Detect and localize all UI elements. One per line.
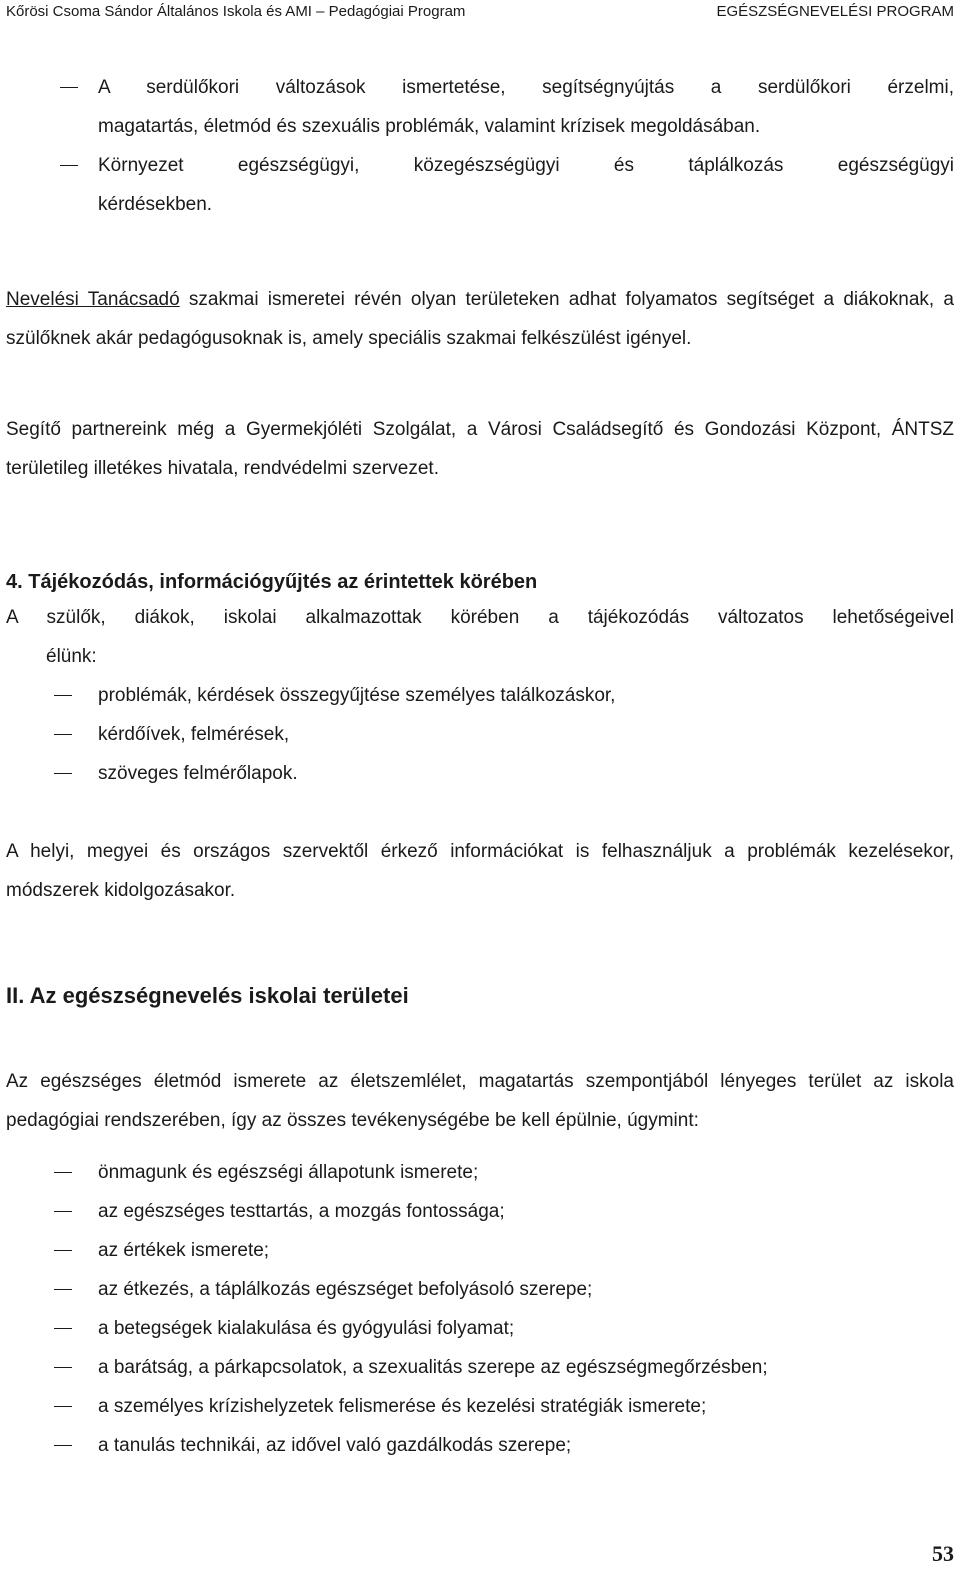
list-item-text: a személyes krízishelyzetek felismerése és kezelési stratégiák ismerete; [98, 1396, 707, 1417]
list-item [6, 1270, 954, 1309]
list-item-line: Környezet egészségügyi, közegészségügyi és táplálkozás egészségügyi [98, 155, 954, 176]
list-item [6, 715, 954, 754]
paragraph-partners: Segítő partnereink még a Gyermekjóléti Szolgálat, a Városi Családsegítő és Gondozási Központ, ÁNTSZ területileg illetékes hivatala, rendvédelmi szervezet. [6, 419, 954, 479]
dash-bullet-icon [54, 1250, 72, 1251]
page-header [6, 0, 954, 26]
dash-bullet-icon [54, 1211, 72, 1212]
header-program-title: EGÉSZSÉGNEVELÉSI PROGRAM [716, 3, 954, 20]
dash-bullet-icon [54, 1328, 72, 1329]
list-item [6, 1348, 954, 1387]
list-item-text: önmagunk és egészségi állapotunk ismerete; [98, 1162, 479, 1183]
list-item-text: az értékek ismerete; [98, 1240, 270, 1261]
section-ii-heading: II. Az egészségnevelés iskolai területei [6, 983, 409, 1008]
dash-bullet-icon [54, 734, 72, 735]
paragraph-text: szakmai ismeretei révén olyan területeken adhat folyamatos segítséget a diákoknak, a szülőknek akár pedagógusoknak is, amely speciális szakmai felkészülést igényel. [6, 289, 954, 349]
list-item-text: a betegségek kialakulása és gyógyulási folyamat; [98, 1318, 515, 1339]
dash-bullet-icon [54, 1289, 72, 1290]
list-item [6, 1426, 954, 1465]
section-ii-list [6, 1153, 954, 1465]
intro-line: élünk: [46, 646, 97, 667]
dash-bullet-icon [54, 773, 72, 774]
list-item [6, 1309, 954, 1348]
list-item-line: magatartás, életmód és szexuális problémák, valamint krízisek megoldásában. [98, 116, 761, 137]
dash-bullet-icon [54, 1172, 72, 1173]
section-ii-intro: Az egészséges életmód ismerete az életszemlélet, magatartás szempontjából lényeges terület az iskola pedagógiai rendszerében, így az összes tevékenységébe be kell épülnie, úgymint: [6, 1071, 954, 1131]
list-item [6, 754, 954, 793]
dash-bullet-icon [60, 87, 78, 88]
dash-bullet-icon [60, 165, 78, 166]
list-item [6, 146, 954, 224]
list-item [6, 1387, 954, 1426]
list-item-line: kérdésekben. [98, 194, 213, 215]
list-item [6, 68, 954, 146]
section-4-paragraph: A helyi, megyei és országos szervektől érkező információkat is felhasználjuk a problémák kezelésekor, módszerek kidolgozásakor. [6, 841, 954, 901]
list-item-text: szöveges felmérőlapok. [98, 763, 298, 784]
top-list [6, 68, 954, 224]
list-item [6, 1192, 954, 1231]
section-4-intro [6, 598, 954, 676]
list-item-text: problémák, kérdések összegyűjtése személyes találkozáskor, [98, 685, 616, 706]
dash-bullet-icon [54, 1445, 72, 1446]
list-item-text: az egészséges testtartás, a mozgás fontossága; [98, 1201, 505, 1222]
list-item-text: kérdőívek, felmérések, [98, 724, 290, 745]
list-item [6, 1231, 954, 1270]
intro-line: A szülők, diákok, iskolai alkalmazottak körében a tájékozódás változatos lehetőségeivel [6, 607, 954, 628]
section-4-list [6, 676, 954, 793]
page-number: 53 [932, 1541, 954, 1566]
header-school-title: Kőrösi Csoma Sándor Általános Iskola és AMI – Pedagógiai Program [6, 3, 466, 20]
list-item [6, 1153, 954, 1192]
section-4-heading: 4. Tájékozódás, információgyűjtés az érintettek körében [6, 571, 538, 593]
dash-bullet-icon [54, 1367, 72, 1368]
list-item-text: a tanulás technikái, az idővel való gazdálkodás szerepe; [98, 1435, 572, 1456]
list-item-text: a barátság, a párkapcsolatok, a szexualitás szerepe az egészségmegőrzésben; [98, 1357, 768, 1378]
paragraph-nevelesi-tanacsado [6, 280, 954, 358]
dash-bullet-icon [54, 1406, 72, 1407]
list-item-text: az étkezés, a táplálkozás egészséget befolyásoló szerepe; [98, 1279, 593, 1300]
list-item [6, 676, 954, 715]
underlined-term: Nevelési Tanácsadó [6, 289, 180, 310]
list-item-line: A serdülőkori változások ismertetése, segítségnyújtás a serdülőkori érzelmi, [98, 77, 954, 98]
dash-bullet-icon [54, 695, 72, 696]
